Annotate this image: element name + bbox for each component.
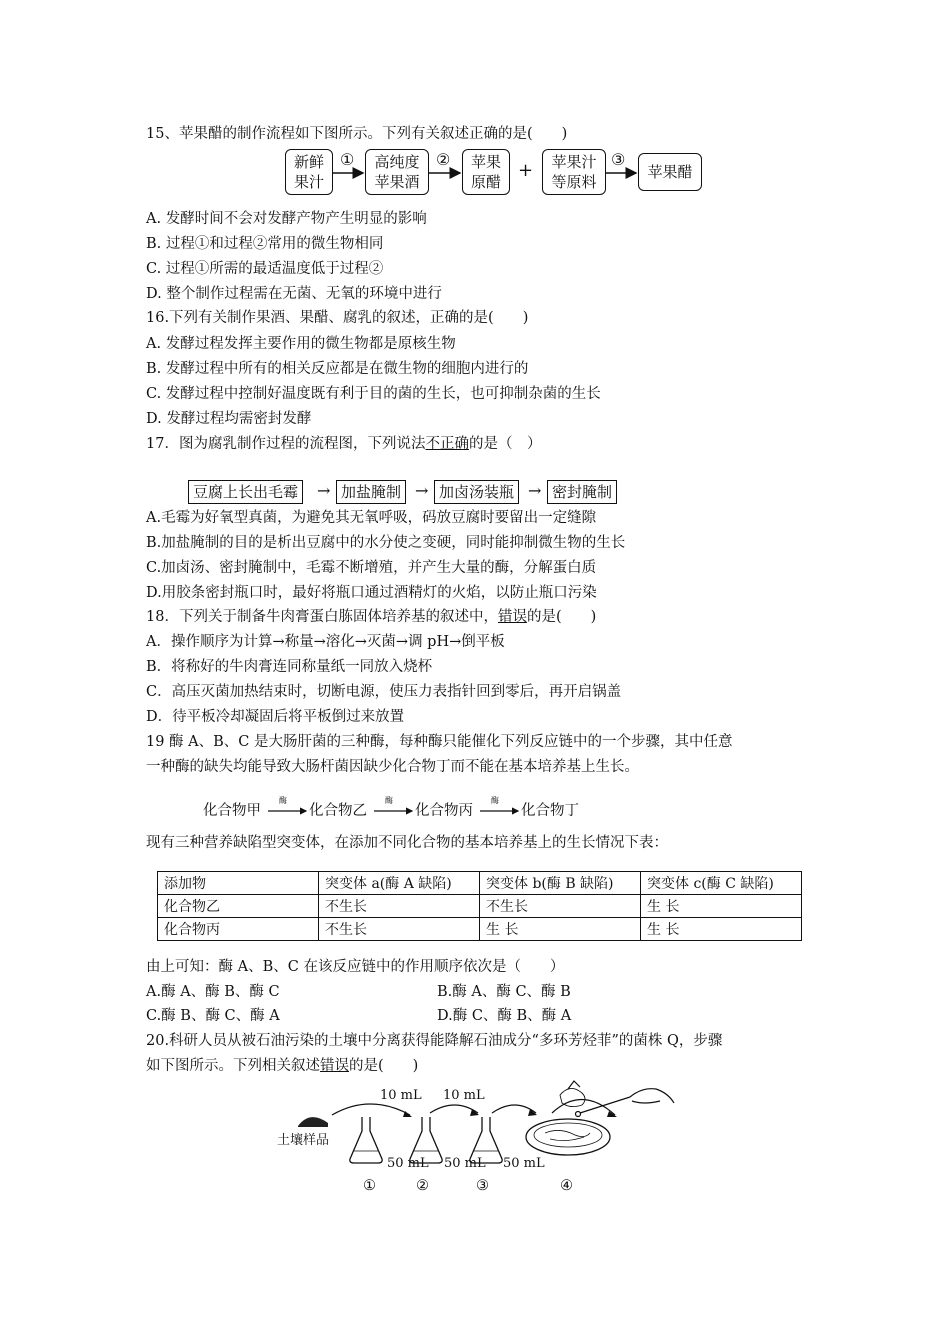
table-cell: 不生长 <box>319 895 480 918</box>
flow-step-2: ② <box>436 150 451 169</box>
flow-arrow-1: → <box>317 481 331 500</box>
q18-option-d: D．待平板冷却凝固后将平板倒过来放置 <box>146 709 405 725</box>
q19-question: 由上可知：酶 A、B、C 在该反应链中的作用顺序依次是（ ） <box>146 959 565 975</box>
q16-stem: 16.下列有关制作果酒、果醋、腐乳的叙述，正确的是( ) <box>146 310 529 326</box>
q17-option-a: A.毛霉为好氧型真菌，为避免其无氧呼吸，码放豆腐时要留出一定缝隙 <box>146 510 597 526</box>
table-cell: 不生长 <box>319 918 480 941</box>
q19-stem-line-1: 19 酶 A、B、C 是大肠肝菌的三种酶，每种酶只能催化下列反应链中的一个步骤，其中任意 <box>146 734 733 750</box>
q15-option-c: C. 过程①所需的最适温度低于过程② <box>146 261 384 277</box>
chain-enzyme-label-2: 酶 <box>385 796 393 805</box>
flow-arrow-2: → <box>415 481 429 500</box>
flow-box-brine-bottling: 加卤汤装瓶 <box>434 480 519 504</box>
flow-plus: + <box>518 160 534 181</box>
flow-box-salting: 加盐腌制 <box>336 480 406 504</box>
step-label-2: ② <box>416 1178 429 1194</box>
table-cell: 生 长 <box>480 918 641 941</box>
flow-arrow-3: → <box>528 481 542 500</box>
chain-enzyme-label-3: 酶 <box>491 796 499 805</box>
table-header-cell: 突变体 b(酶 B 缺陷) <box>480 872 641 895</box>
flow-arrows <box>0 0 950 300</box>
chain-compound-bing: 化合物丙 <box>415 803 473 819</box>
q20-stem-line-1: 20.科研人员从被石油污染的土壤中分离获得能降解石油成分“多环芳烃菲”的菌株 Q，步骤 <box>146 1033 723 1049</box>
flow-step-1: ① <box>340 150 355 169</box>
q15-option-d: D. 整个制作过程需在无菌、无氧的环境中进行 <box>146 286 442 302</box>
step-label-3: ③ <box>476 1178 489 1194</box>
table-cell: 生 长 <box>641 918 802 941</box>
q18-option-b: B．将称好的牛肉膏连同称量纸一同放入烧杯 <box>146 659 433 675</box>
table-row <box>158 895 802 918</box>
q20-stem-emphasis: 错误 <box>320 1058 349 1074</box>
q18-option-c: C．高压灭菌加热结束时，切断电源，使压力表指针回到零后，再开启锅盖 <box>146 684 622 700</box>
flow-box-mold-growth: 豆腐上长出毛霉 <box>188 480 303 504</box>
q15-option-a: A. 发酵时间不会对发酵产物产生明显的影响 <box>146 211 427 227</box>
chain-compound-ding: 化合物丁 <box>521 803 579 819</box>
flow-box-apple-juice: 苹果汁 等原料 <box>542 149 606 195</box>
q18-stem-emphasis: 错误 <box>497 609 527 625</box>
flow-box-raw-vinegar: 苹果 原醋 <box>462 149 510 195</box>
table-cell: 不生长 <box>480 895 641 918</box>
flow-step-3: ③ <box>611 150 626 169</box>
q16-option-b: B. 发酵过程中所有的相关反应都是在微生物的细胞内进行的 <box>146 361 529 377</box>
chain-compound-jia: 化合物甲 <box>203 803 261 819</box>
q15-option-b: B. 过程①和过程②常用的微生物相同 <box>146 236 384 252</box>
flow-box-apple-wine: 高纯度 苹果酒 <box>365 149 429 195</box>
q17-option-d: D.用胶条密封瓶口时，最好将瓶口通过酒精灯的火焰，以防止瓶口污染 <box>146 585 597 601</box>
table-header-cell: 突变体 a(酶 A 缺陷) <box>319 872 480 895</box>
table-cell: 生 长 <box>641 895 802 918</box>
table-header-cell: 突变体 c(酶 C 缺陷) <box>641 872 802 895</box>
q19-growth-table <box>157 871 802 941</box>
q20-stem-line-2: 如下图所示。下列相关叙述错误的是( ) <box>146 1058 419 1074</box>
soil-sample-label: 土壤样品 <box>277 1133 330 1148</box>
chain-arrows <box>0 790 950 820</box>
q19-intro: 现有三种营养缺陷型突变体，在添加不同化合物的基本培养基上的生长情况下表： <box>146 835 668 851</box>
flask-volume-2: 50 mL <box>444 1156 486 1171</box>
q16-option-a: A. 发酵过程发挥主要作用的微生物都是原核生物 <box>146 336 456 352</box>
table-header-cell: 添加物 <box>158 872 319 895</box>
table-cell: 化合物丙 <box>158 918 319 941</box>
table-cell: 化合物乙 <box>158 895 319 918</box>
q19-option-a: A.酶 A、酶 B、酶 C <box>146 984 280 1000</box>
q19-option-b: B.酶 A、酶 C、酶 B <box>437 984 571 1000</box>
flow-box-apple-vinegar: 苹果醋 <box>638 153 702 191</box>
q19-option-d: D.酶 C、酶 B、酶 A <box>437 1008 572 1024</box>
flask-volume-1: 50 mL <box>387 1156 429 1171</box>
q16-option-c: C. 发酵过程中控制好温度既有利于目的菌的生长，也可抑制杂菌的生长 <box>146 386 601 402</box>
q18-option-a: A．操作顺序为计算→称量→溶化→灭菌→调 pH→倒平板 <box>146 634 505 650</box>
q17-option-b: B.加盐腌制的目的是析出豆腐中的水分使之变硬，同时能抑制微生物的生长 <box>146 535 626 551</box>
transfer-volume-1: 10 mL <box>380 1088 422 1103</box>
step-label-1: ① <box>363 1178 376 1194</box>
table-header-row <box>158 872 802 895</box>
q17-option-c: C.加卤汤、密封腌制中，毛霉不断增殖，并产生大量的酶，分解蛋白质 <box>146 560 597 576</box>
flask-icon <box>350 1117 382 1163</box>
chain-compound-yi: 化合物乙 <box>309 803 367 819</box>
soil-sample-icon <box>298 1117 328 1127</box>
inoculating-loop-hand-icon <box>560 1081 674 1117</box>
q18-stem: 18．下列关于制备牛肉膏蛋白胨固体培养基的叙述中，错误的是( ) <box>146 609 597 625</box>
flow-box-fresh-juice: 新鲜 果汁 <box>285 149 333 195</box>
petri-dish-icon <box>526 1119 610 1155</box>
q19-option-c: C.酶 B、酶 C、酶 A <box>146 1008 280 1024</box>
q15-stem: 15、苹果醋的制作流程如下图所示。下列有关叙述正确的是( ) <box>146 126 568 142</box>
chain-enzyme-label-1: 酶 <box>279 796 287 805</box>
q17-stem-emphasis: 不正确 <box>425 436 469 452</box>
step-label-4: ④ <box>560 1178 573 1194</box>
flask-volume-3: 50 mL <box>503 1156 545 1171</box>
q19-stem-line-2: 一种酶的缺失均能导致大肠杆菌因缺少化合物丁而不能在基本培养基上生长。 <box>146 759 639 775</box>
q16-option-d: D. 发酵过程均需密封发酵 <box>146 411 312 427</box>
table-row <box>158 918 802 941</box>
transfer-volume-2: 10 mL <box>443 1088 485 1103</box>
q17-stem: 17．图为腐乳制作过程的流程图，下列说法不正确的是（ ） <box>146 436 542 452</box>
flow-box-sealed-pickling: 密封腌制 <box>547 480 617 504</box>
